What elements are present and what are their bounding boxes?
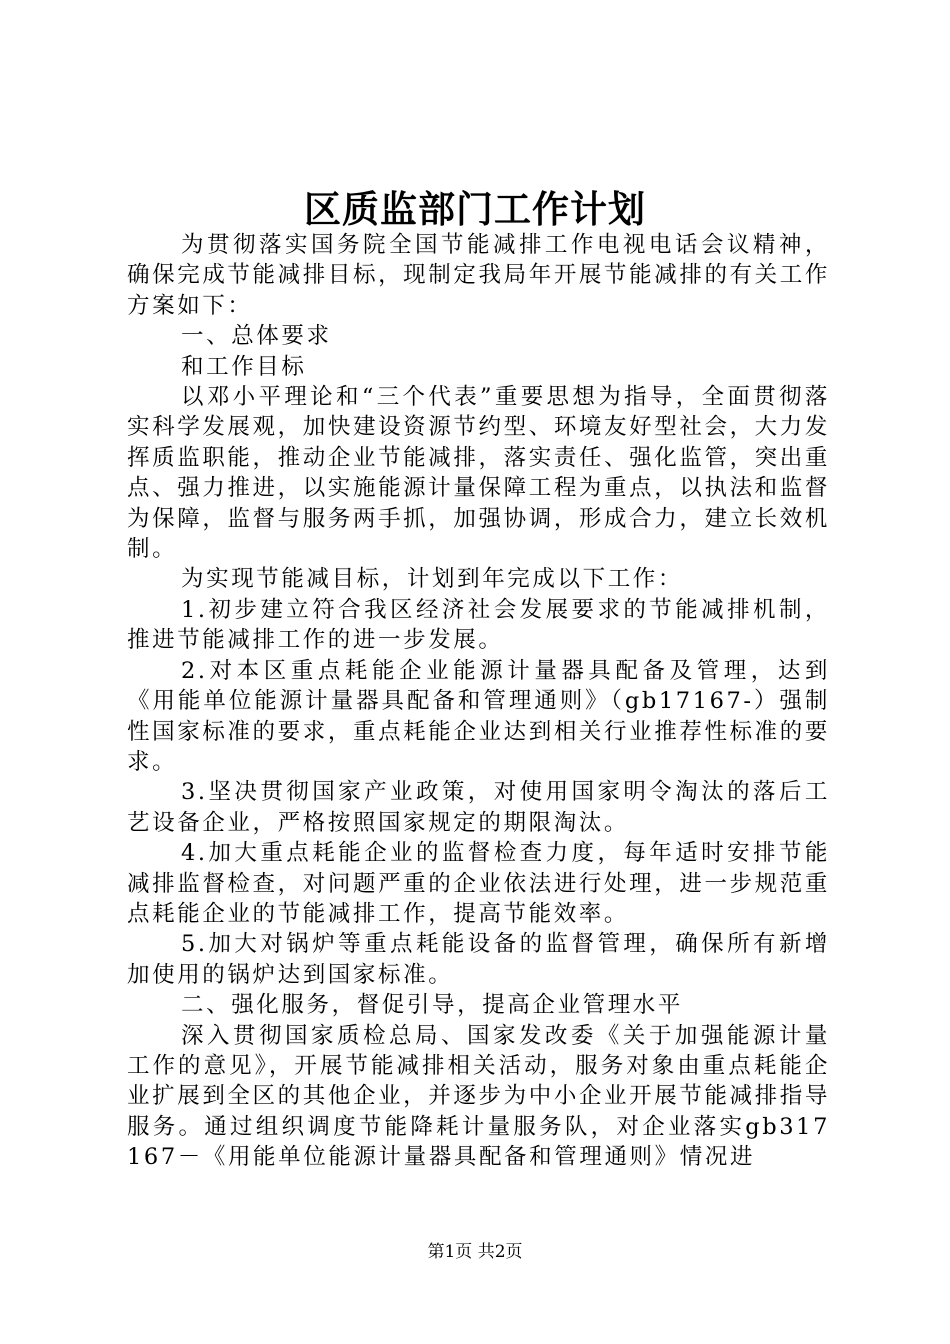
- document-title: 区质监部门工作计划: [304, 187, 646, 231]
- page-number-footer: 第1页 共2页: [427, 1242, 523, 1262]
- heading-service: 二、强化服务，督促引导，提高企业管理水平: [181, 992, 684, 1019]
- paragraph-service-detail: 深入贯彻国家质检总局、国家发改委《关于加强能源计量工作的意见》，开展节能减排相关活动，服务对象由重点耗能企业扩展到全区的其他企业，并逐步为中小企业开展节能减排指导服务。通过组织调度节能降耗计量服务队，对企业落实gb317167－《用能单位能源计量器具配备和管理通则》情况进: [127, 1022, 830, 1171]
- paragraph-plan-intro: 为实现节能减目标，计划到年完成以下工作：: [181, 566, 684, 593]
- list-item-2: 2.对本区重点耗能企业能源计量器具配备及管理，达到《用能单位能源计量器具配备和管理通则》（gb17167-）强制性国家标准的要求，重点耗能企业达到相关行业推荐性标准的要求。: [127, 657, 830, 775]
- heading-general-requirements: 一、总体要求: [181, 323, 332, 350]
- heading-work-goals: 和工作目标: [181, 353, 307, 380]
- paragraph-guiding-principle: 以邓小平理论和“三个代表”重要思想为指导，全面贯彻落实科学发展观，加快建设资源节约型、环境友好型社会，大力发挥质监职能，推动企业节能减排，落实责任、强化监管，突出重点、强力推进，以实施能源计量保障工程为重点，以执法和监督为保障，监督与服务两手抓，加强协调，形成合力，建立长效机制。: [127, 384, 830, 563]
- document-body: [127, 230, 830, 1173]
- list-item-4: 4.加大重点耗能企业的监督检查力度，每年适时安排节能减排监督检查，对问题严重的企业依法进行处理，进一步规范重点耗能企业的节能减排工作，提高节能效率。: [127, 840, 830, 927]
- list-item-5: 5.加大对锅炉等重点耗能设备的监督管理，确保所有新增加使用的锅炉达到国家标准。: [127, 931, 830, 988]
- list-item-1: 1.初步建立符合我区经济社会发展要求的节能减排机制，推进节能减排工作的进一步发展。: [127, 596, 830, 654]
- paragraph-intro: 为贯彻落实国务院全国节能减排工作电视电话会议精神，确保完成节能减排目标，现制定我局年开展节能减排的有关工作方案如下：: [127, 232, 830, 319]
- list-item-3: 3.坚决贯彻国家产业政策，对使用国家明令淘汰的落后工艺设备企业，严格按照国家规定的期限淘汰。: [127, 779, 830, 836]
